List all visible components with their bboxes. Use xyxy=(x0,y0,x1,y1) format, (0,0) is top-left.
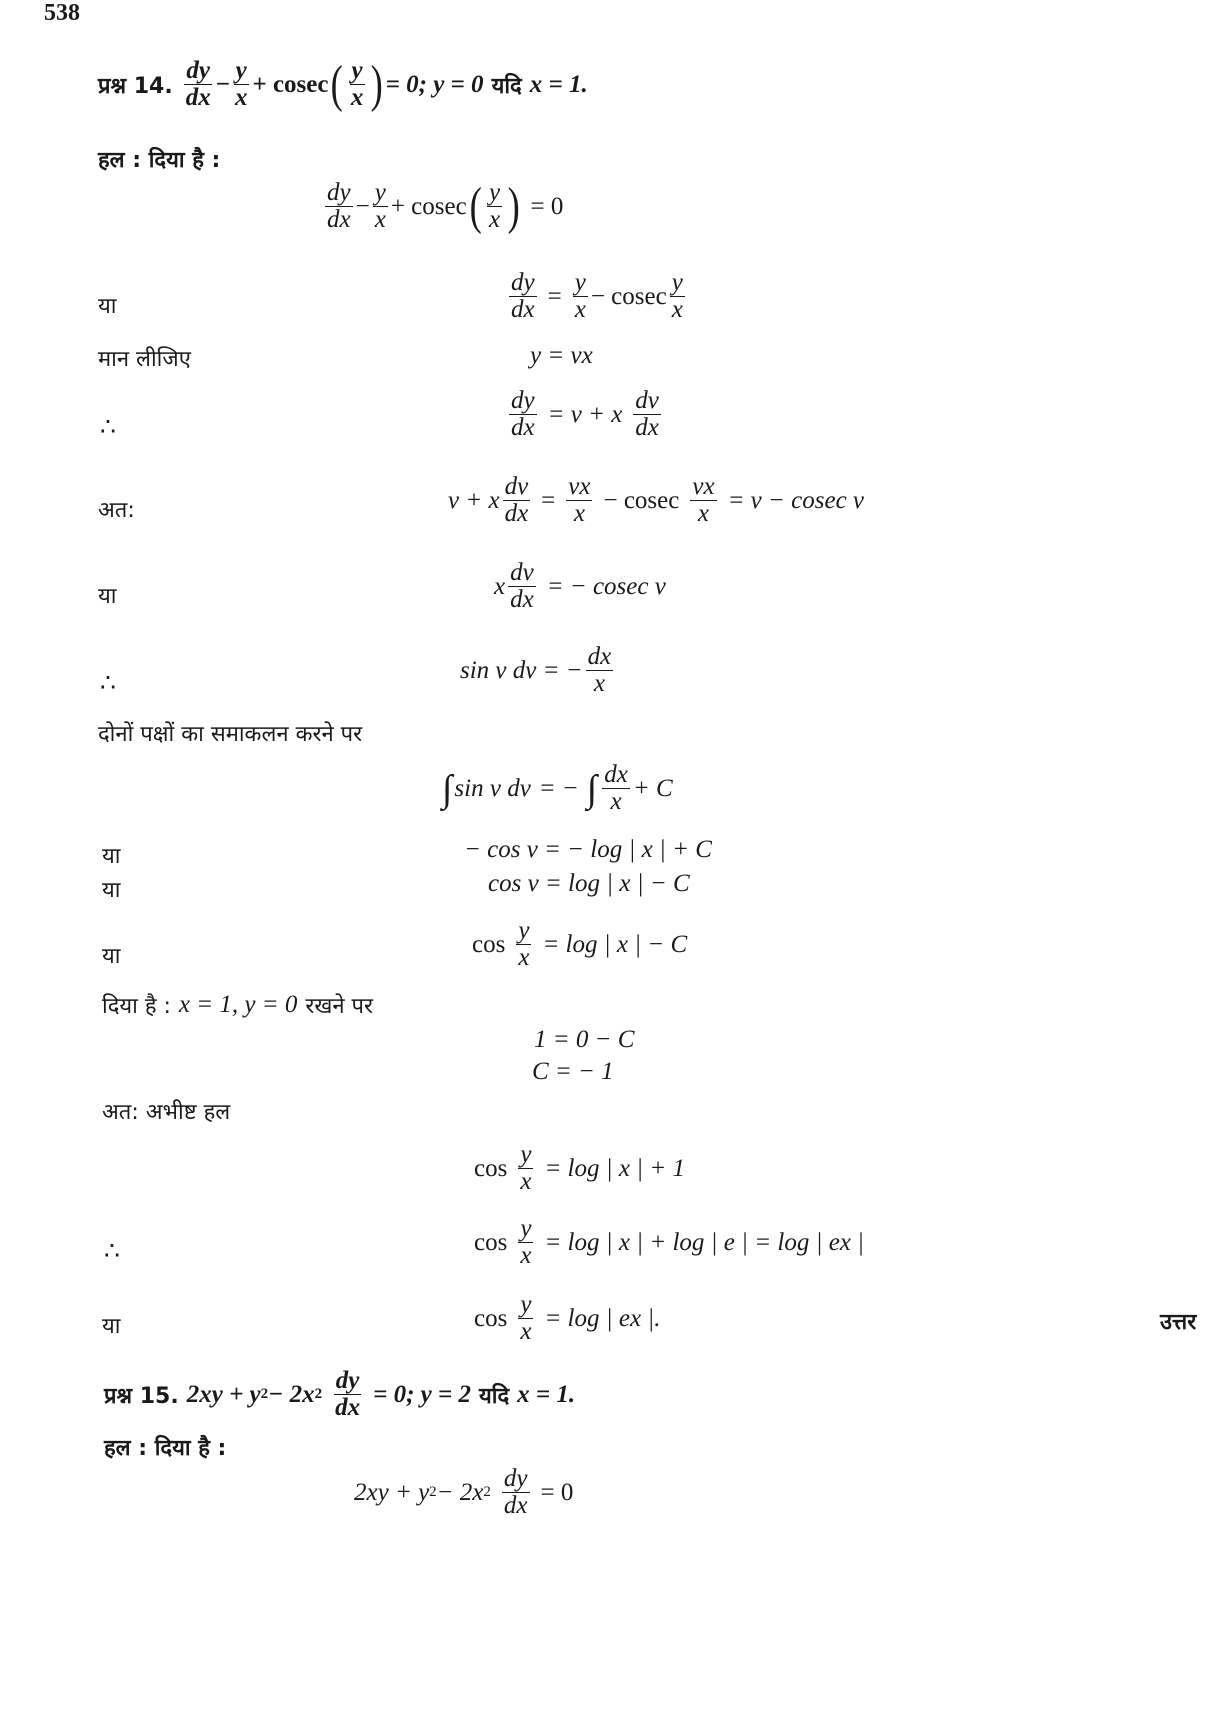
equation-16: cos $\frac{y}{x}$ = log | ex |. xyxy=(474,1291,661,1346)
equation-6: x $\frac{dv}{dx}$ = − cosec v xyxy=(494,559,666,614)
fraction: $\frac{y}{x}$ xyxy=(234,57,248,112)
answer-label: उत्तर xyxy=(1160,1310,1197,1335)
question-label: प्रश्न 14. xyxy=(98,73,173,99)
question-label: प्रश्न 15. xyxy=(104,1383,179,1409)
equation-15: cos $\frac{y}{x}$ = log | x | + log | e | = log | ex | xyxy=(474,1215,865,1270)
equation-10: cos v = log | x | − C xyxy=(488,870,690,897)
step-prefix: या xyxy=(102,844,121,869)
equation-8: ∫ sin v dv = − ∫ $\frac{dx}{x}$ + C xyxy=(442,761,673,816)
integral-icon: ∫ xyxy=(442,767,453,810)
page-number: 538 xyxy=(44,0,80,26)
therefore-symbol: ∴ xyxy=(100,414,116,441)
equation-12: 1 = 0 − C xyxy=(534,1026,635,1053)
equation-3: y = vx xyxy=(530,342,593,369)
step-prefix: या xyxy=(102,1314,121,1339)
fraction: $\frac{y}{x}$ xyxy=(350,57,364,112)
integral-icon: ∫ xyxy=(586,767,598,810)
equation-7: sin v dv = − $\frac{dx}{x}$ xyxy=(460,643,612,698)
step-prefix: मान लीजिए xyxy=(98,347,191,372)
equation-4: $\frac{dy}{dx}$ = v + x $\frac{dv}{dx}$ xyxy=(511,387,659,442)
fraction: $\frac{dy}{dx}$ xyxy=(185,57,211,112)
equation-q15-1: 2xy + y 2 − 2x 2 $\frac{dy}{dx}$ = 0 xyxy=(354,1465,574,1520)
integration-text: दोनों पक्षों का समाकलन करने पर xyxy=(98,722,363,747)
required-solution-text: अत: अभीष्ट हल xyxy=(102,1100,231,1125)
step-prefix: या xyxy=(98,584,117,609)
therefore-symbol: ∴ xyxy=(100,670,116,697)
equation-9: − cos v = − log | x | + C xyxy=(464,836,712,863)
step-prefix: या xyxy=(98,294,117,319)
equation-1: $\frac{dy}{dx}$ − $\frac{y}{x}$ + cosec ( $\frac{y}{x}$ ) = 0 xyxy=(327,177,564,235)
step-prefix: अत: xyxy=(98,498,135,523)
solution-heading: हल : दिया है : xyxy=(98,148,221,173)
equation-5: v + x $\frac{dv}{dx}$ = $\frac{vx}{x}$ − cosec $\frac{vx}{x}$ = v − cosec v xyxy=(448,473,865,528)
therefore-symbol: ∴ xyxy=(104,1238,120,1265)
equation-14: cos $\frac{y}{x}$ = log | x | + 1 xyxy=(474,1141,685,1196)
step-prefix: या xyxy=(102,944,121,969)
question-15-statement: प्रश्न 15. 2xy + y 2 − 2x 2 $\frac{dy}{dx}$ = 0; y = 2 यदि x = 1. xyxy=(104,1367,576,1422)
equation-11: cos $\frac{y}{x}$ = log | x | − C xyxy=(472,917,688,972)
solution-heading: हल : दिया है : xyxy=(104,1436,227,1461)
question-14-statement: प्रश्न 14. $\frac{dy}{dx}$ − $\frac{y}{x}$ + cosec ( $\frac{y}{x}$ ) = 0; y = 0 यदि x = 1. xyxy=(98,55,588,113)
equation-2: $\frac{dy}{dx}$ = $\frac{y}{x}$ − cosec $\frac{y}{x}$ xyxy=(511,269,683,324)
given-substitution: दिया है : x = 1, y = 0 रखने पर xyxy=(102,991,374,1019)
equation-13: C = − 1 xyxy=(532,1058,614,1085)
step-prefix: या xyxy=(102,878,121,903)
